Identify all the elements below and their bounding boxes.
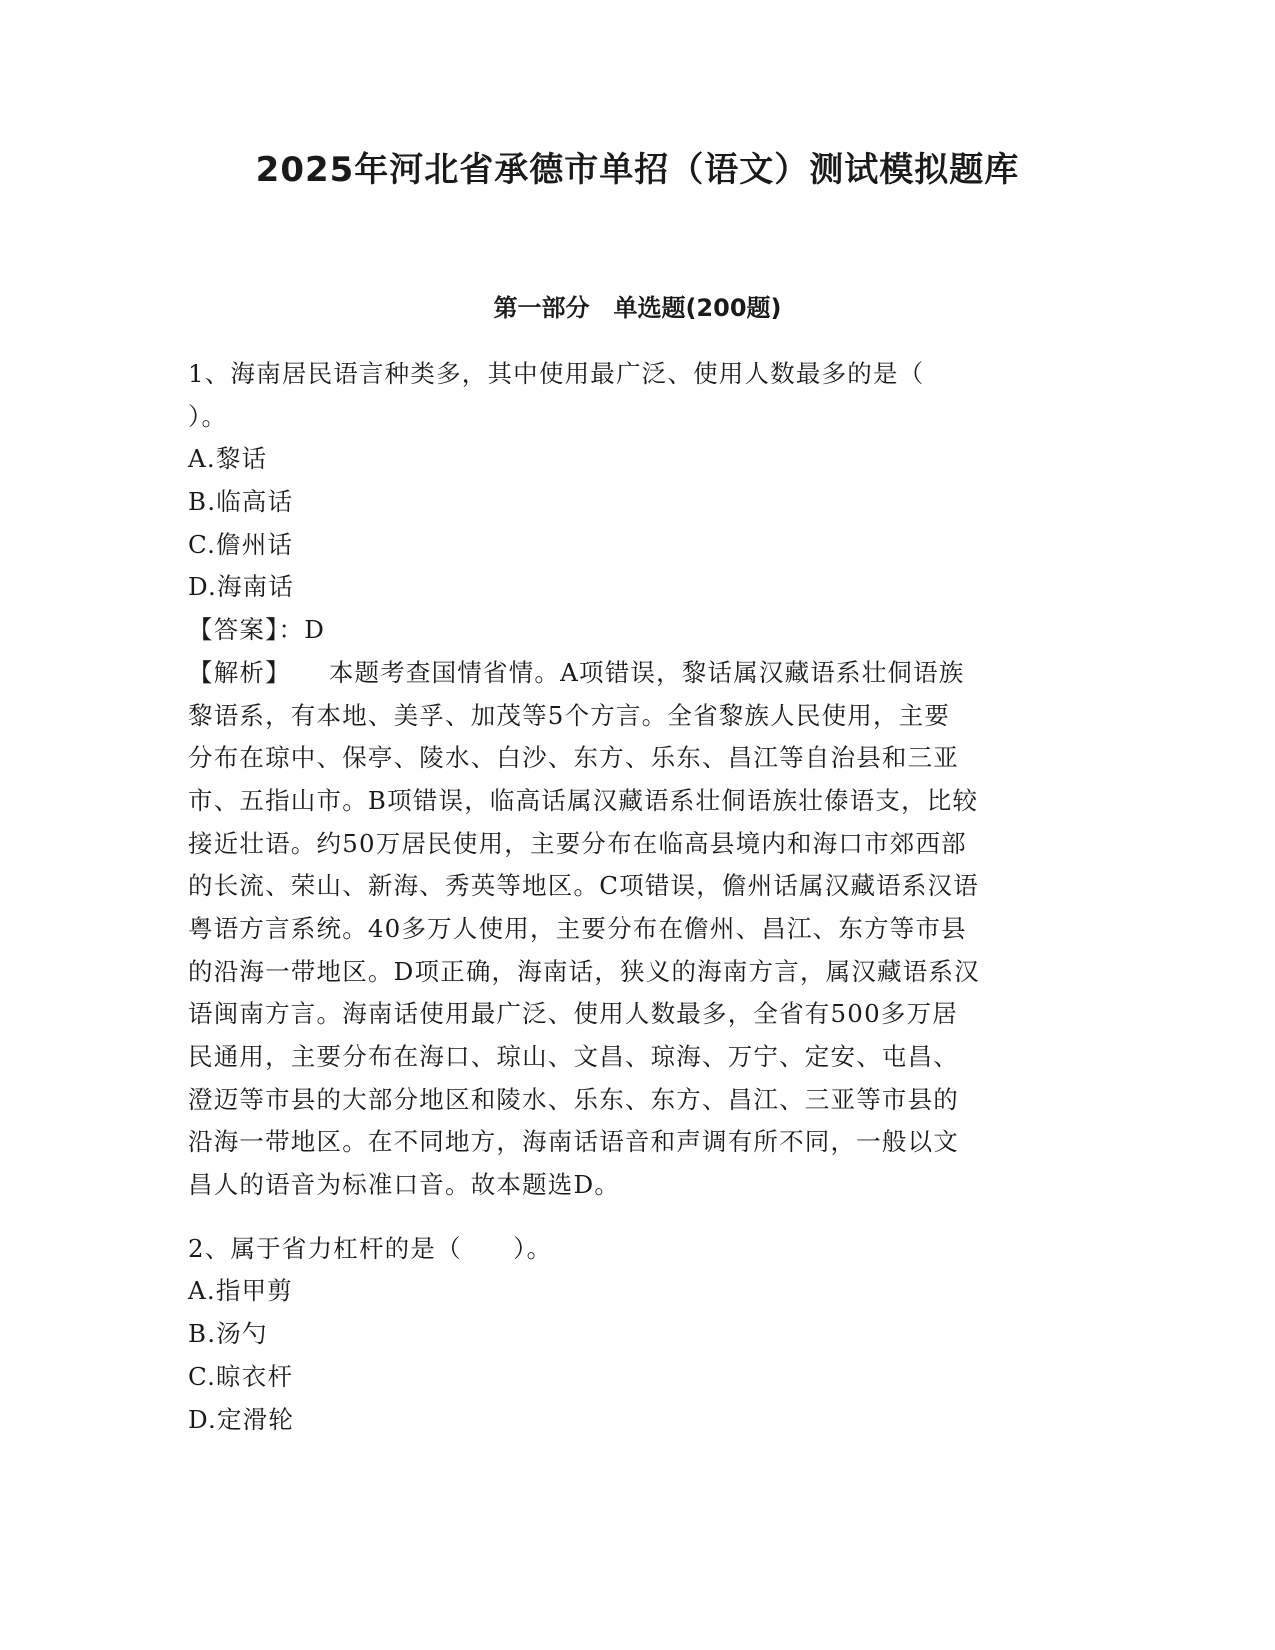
section-heading: 第一部分 单选题(200题): [493, 294, 782, 322]
option-c: C.儋州话: [188, 529, 294, 559]
analysis-line: 接近壮语。约50万居民使用，主要分布在临高县境内和海口市郊西部: [188, 828, 967, 858]
analysis-line: 的沿海一带地区。D项正确，海南话，狭义的海南方言，属汉藏语系汉: [188, 956, 980, 986]
analysis-line: 澄迈等市县的大部分地区和陵水、乐东、东方、昌江、三亚等市县的: [188, 1084, 959, 1114]
option-a: A.黎话: [188, 444, 268, 474]
answer-line: 【答案】：D: [188, 615, 326, 645]
analysis-line: 的长流、荣山、新海、秀英等地区。C项错误，儋州话属汉藏语系汉语: [188, 871, 979, 901]
option-b: B.汤勺: [188, 1319, 268, 1349]
analysis-line: 分布在琼中、保亭、陵水、白沙、东方、乐东、昌江等自治县和三亚: [188, 743, 959, 773]
option-c: C.晾衣杆: [188, 1361, 294, 1391]
question-stem-line: ）。: [188, 401, 228, 431]
option-b: B.临高话: [188, 487, 294, 517]
option-a: A.指甲剪: [188, 1276, 293, 1306]
analysis-line: 语闽南方言。海南话使用最广泛、使用人数最多，全省有500多万居: [188, 999, 958, 1029]
question-list: [188, 353, 1088, 1441]
option-d: D.定滑轮: [188, 1404, 295, 1434]
question-stem-line: 2、属于省力杠杆的是（ ）。: [188, 1233, 553, 1263]
question-1: [188, 353, 1088, 1207]
analysis-line: 民通用，主要分布在海口、琼山、文昌、琼海、万宁、定安、屯昌、: [188, 1042, 959, 1071]
analysis-line: 昌人的语音为标准口音。故本题选D。: [188, 1170, 621, 1200]
document-title: 2025年河北省承德市单招（语文）测试模拟题库: [255, 150, 1020, 190]
question-2: [188, 1228, 1088, 1441]
analysis-first-line: [188, 652, 1088, 695]
analysis-line: 市、五指山市。B项错误，临高话属汉藏语系壮侗语族壮傣语支，比较: [188, 785, 979, 815]
option-d: D.海南话: [188, 572, 295, 602]
analysis-line: 粤语方言系统。40多万人使用，主要分布在儋州、昌江、东方等市县: [188, 913, 967, 943]
analysis-line: 黎语系，有本地、美孚、加茂等5个方言。全省黎族人民使用，主要: [188, 700, 951, 730]
question-stem-line: 1、海南居民语言种类多，其中使用最广泛、使用人数最多的是（: [188, 359, 925, 388]
analysis-text: 本题考查国情省情。A项错误，黎话属汉藏语系壮侗语族: [328, 657, 965, 687]
analysis-label: 【解析】: [188, 657, 291, 687]
question-spacer: [188, 1207, 1088, 1228]
analysis-line: 沿海一带地区。在不同地方，海南话语音和声调有所不同，一般以文: [188, 1127, 959, 1157]
